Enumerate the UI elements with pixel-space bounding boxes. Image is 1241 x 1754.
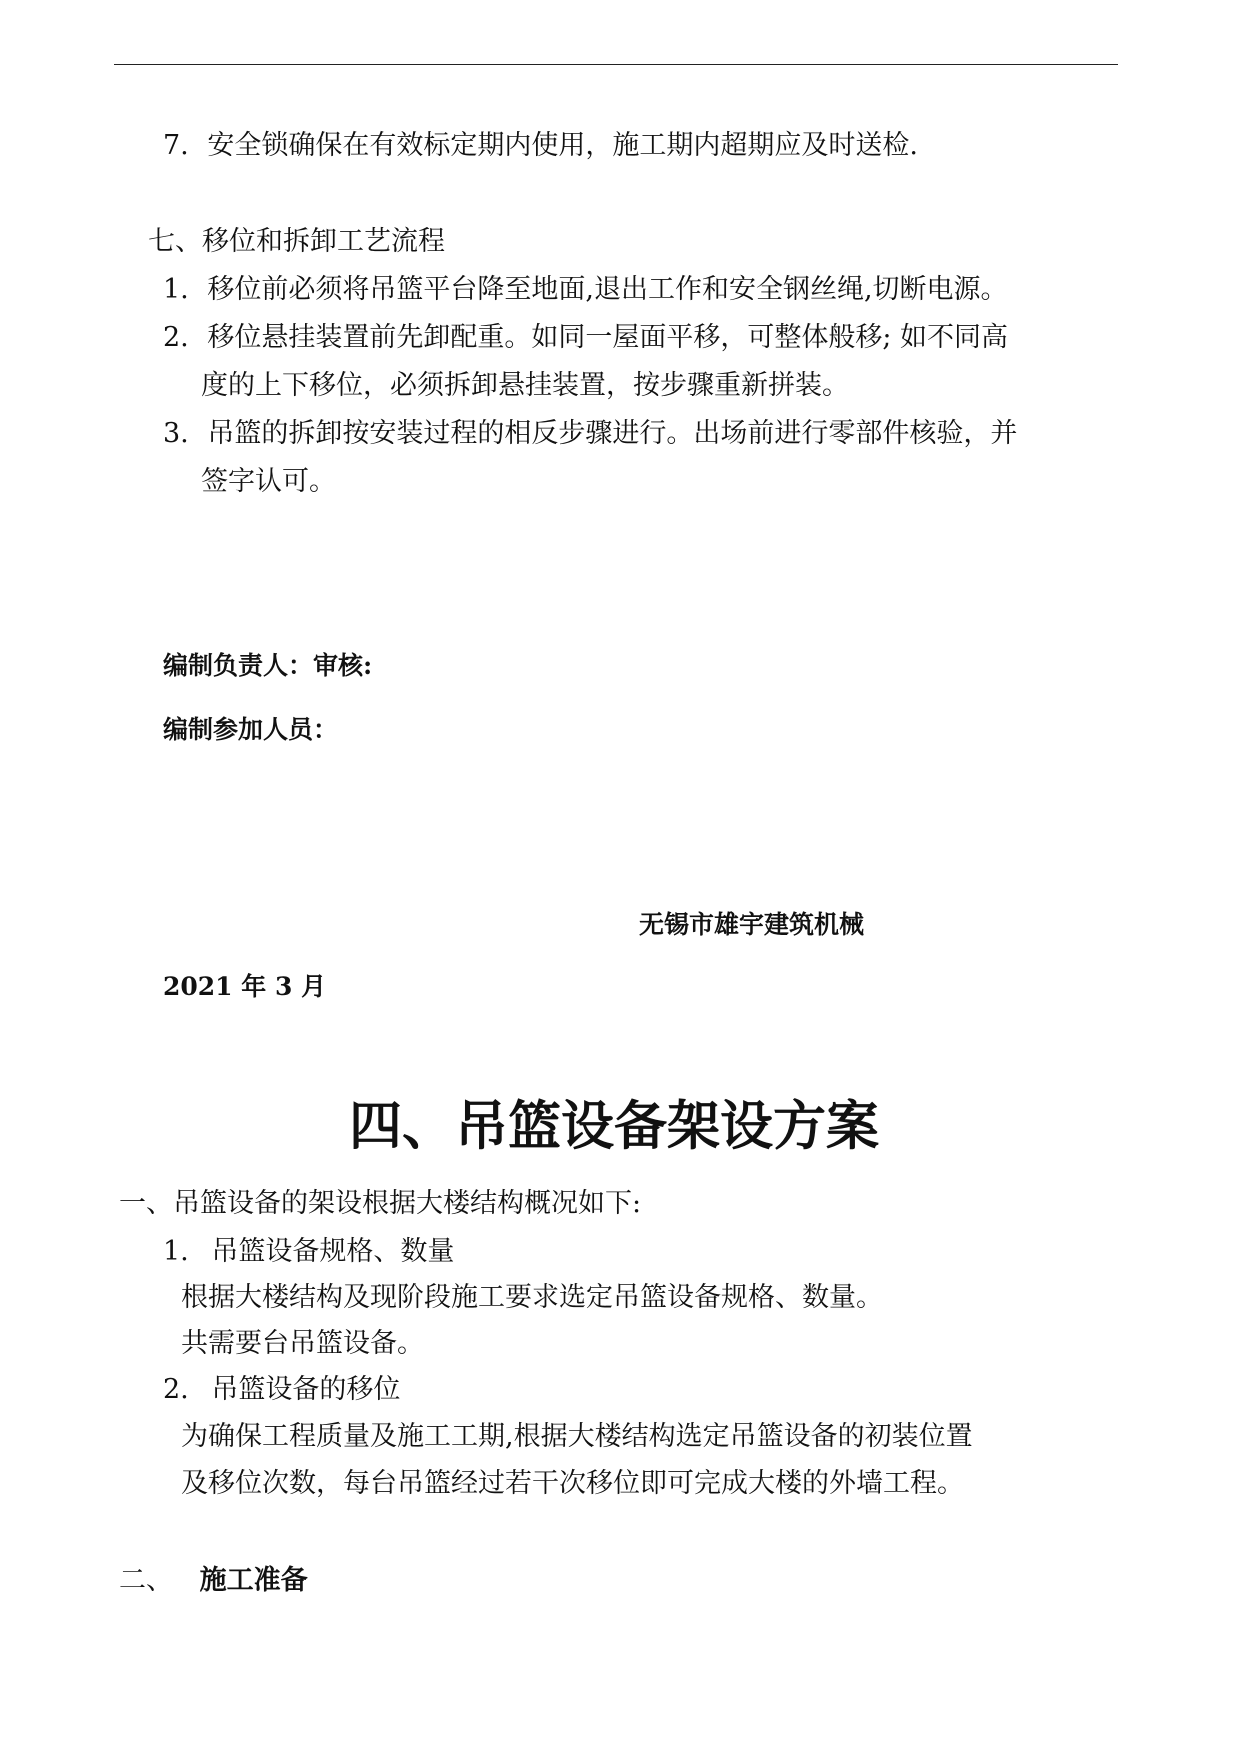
item-number: 2.: [163, 1374, 189, 1405]
list-item: [163, 272, 1008, 308]
list-item: [163, 320, 1008, 356]
item-text: 安全锁确保在有效标定期内使用，施工期内超期应及时送检.: [207, 130, 918, 161]
item-number: 2.: [163, 322, 189, 353]
participants-label: 编制参加人员：: [163, 715, 339, 744]
part-title: 施工准备: [199, 1565, 308, 1596]
section-heading: 七、移位和拆卸工艺流程: [148, 226, 445, 257]
chapter-title: 四、吊篮设备架设方案: [349, 1095, 879, 1157]
item-number: 1.: [163, 1236, 189, 1267]
header-rule: [114, 64, 1118, 65]
part-number: 二、: [119, 1565, 173, 1596]
item-text: 吊篮的拆卸按安装过程的相反步骤进行。出场前进行零部件核验，并: [207, 418, 1018, 449]
subsection-heading: [163, 1234, 454, 1270]
item-number: 1.: [163, 274, 189, 305]
paragraph: 及移位次数，每台吊篮经过若干次移位即可完成大楼的外墙工程。: [181, 1468, 964, 1499]
company-name: 无锡市雄宇建筑机械: [639, 910, 865, 939]
item-number: 3.: [163, 418, 189, 449]
subsection-title: 吊篮设备的移位: [211, 1374, 401, 1405]
item-text-continued: 度的上下移位，必须拆卸悬挂装置，按步骤重新拼装。: [201, 370, 849, 401]
paragraph: 根据大楼结构及现阶段施工要求选定吊篮设备规格、数量。: [181, 1282, 883, 1313]
item-number: 7.: [163, 130, 189, 161]
editor-reviewer-label: 编制负责人：审核:: [163, 651, 373, 680]
subsection-heading: [163, 1372, 400, 1408]
item-text-continued: 签字认可。: [201, 466, 336, 497]
item-text: 移位悬挂装置前先卸配重。如同一屋面平移，可整体般移; 如不同高: [207, 322, 1009, 353]
document-date: 2021 年 3 月: [163, 972, 327, 1001]
part-heading: 一、吊篮设备的架设根据大楼结构概况如下:: [119, 1188, 642, 1219]
paragraph: 为确保工程质量及施工工期,根据大楼结构选定吊篮设备的初装位置: [181, 1421, 973, 1452]
part-heading: [119, 1563, 308, 1599]
paragraph: 共需要台吊篮设备。: [181, 1328, 424, 1359]
subsection-title: 吊篮设备规格、数量: [211, 1236, 455, 1267]
list-item: [163, 416, 1017, 452]
item-text: 移位前必须将吊篮平台降至地面,退出工作和安全钢丝绳,切断电源。: [207, 274, 1008, 305]
list-item: [163, 128, 918, 164]
